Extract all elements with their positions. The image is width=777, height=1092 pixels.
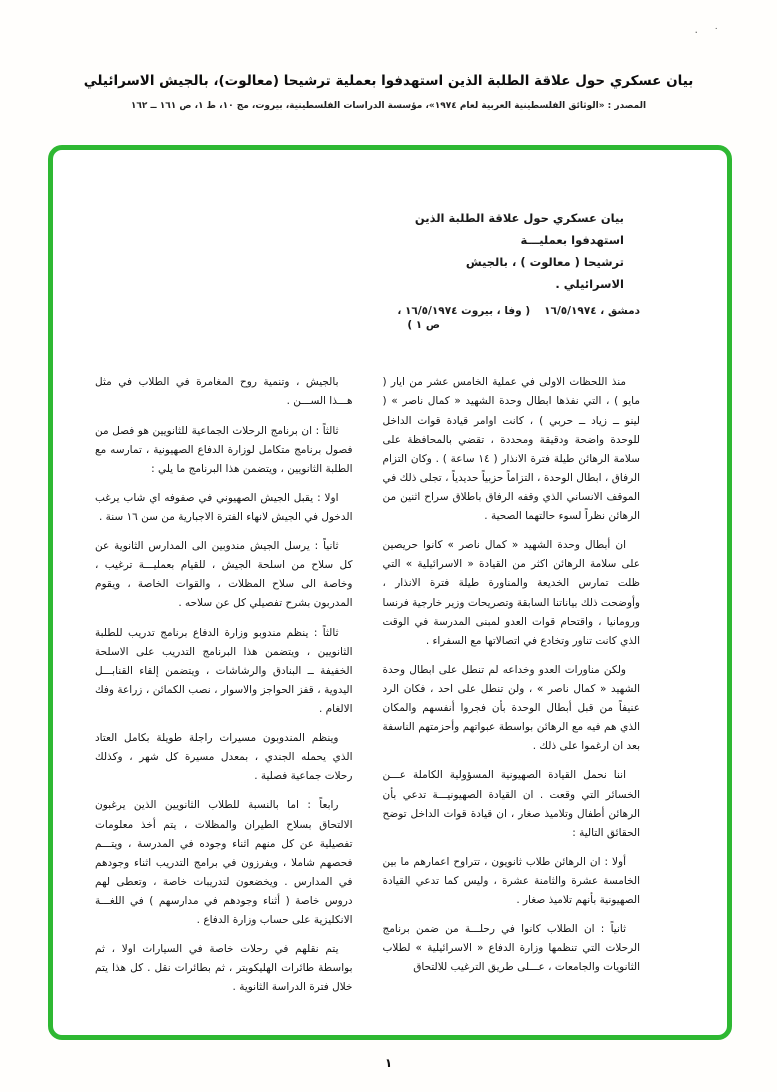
dateline-place: دمشق ، ١٦/٥/١٩٧٤	[544, 305, 640, 318]
document-title-line-2: ترشيحا ( معالوت ) ، بالجيش الاسرائيلي .	[465, 254, 624, 291]
source-citation: المصدر : «الوثائق الفلسطينية العربية لعام ١٩٧٤»، مؤسسة الدراسات الفلسطينية، بيروت، مج ١٠، ط ١، ص ١٦١ ــ ١٦٢	[130, 100, 647, 111]
paragraph: وينظم المندوبون مسيرات راجلة طويلة بكامل العتاد الذي يحمله الجندي ، بمعدل مسيرة كل شهر ، وكذلك رحلات جماعية فصلية .	[95, 732, 353, 783]
document-frame	[48, 145, 732, 1040]
page-number: ١	[384, 1056, 393, 1070]
page-header	[50, 72, 727, 113]
page-title: بيان عسكري حول علاقة الطلبة الذين استهدفوا بعملية ترشيحا (معالوت)، بالجيش الاسرائيلي	[83, 73, 694, 89]
column-right	[383, 373, 641, 1007]
column-left	[95, 373, 353, 1007]
paragraph: ثانياً : ان الطلاب كانوا في رحلـــة من ضمن برنامج الرحلات التي تنظمها وزارة الدفاع « الاسرائيلية » لطلاب الثانويات والجامعات ، عـــلى طريق الترغيب للالتحاق	[382, 923, 640, 974]
paragraph: ثالثاً : ان برنامج الرحلات الجماعية للثانويين هو فصل من فصول برنامج متكامل لوزارة الدفاع الصهيونية ، تمارسه مع الطلبة الثانويين ، ويتضمن هذا البرنامج ما يلي :	[95, 424, 353, 475]
document-title-line-1: بيان عسكري حول علاقة الطلبة الذين استهدفوا بعمليـــة	[414, 211, 624, 247]
paragraph: ثانياً : يرسل الجيش مندوبين الى المدارس الثانوية عن كل سلاح من اسلحة الجيش ، للقيام بعمليـــة ترغيب ، وخاصة الى سلاح المظلات ، والقوات الخاصة ، ويقوم المدربون بشرح تفصيلي كل عن سلاحه .	[95, 540, 353, 610]
paragraph: أولا : ان الرهائن طلاب ثانويون ، تتراوح اعمارهم ما بين الخامسة عشرة والثامنة عشرة ، وليس كما تدعي القيادة الصهيونية بأنهم تلاميذ صغار .	[382, 855, 640, 907]
corner-mark: · ˙	[694, 26, 725, 39]
paragraph: اننا نحمل القيادة الصهيونية المسؤولية الكاملة عـــن الخسائر التي وقعت . ان القيادة الصهيونيـــة تدعي بأن الرهائن أطفال وتلاميذ صغار ، ان قيادة قوات الداخل توضح الحقائق التالية :	[382, 769, 640, 839]
paragraph: رابعاً : اما بالنسبة للطلاب الثانويين الذين يرغبون الالتحاق بسلاح الطيران والمظلات ، يتم أخذ معلومات تفصيلية عن كل منهم اثناء وجوده في المدرسة ، ويتـــم فحصهم شاملا ، ويفرزون في برامج التدريب اثناء وجودهم في المدارس . ويخضعون لتدريبات خاصة ، وتعطى لهم دروس خاصة ( أثناء وجودهم في مدارسهم ) في اللغـــة الانكليزية على حساب وزارة الدفاع .	[95, 799, 353, 927]
paragraph: بالجيش ، وتنمية روح المغامرة في الطلاب في مثل هـــذا الســـن .	[95, 376, 353, 408]
paragraph: يتم نقلهم في رحلات خاصة في السيارات اولا ، ثم بواسطة طائرات الهليكوبتر ، ثم بطائرات نقل . كل هذا يتم خلال فترة الدراسة الثانوية .	[95, 943, 353, 994]
document-body	[95, 150, 640, 1008]
dateline-agency: ( وفا ، بيروت ١٦/٥/١٩٧٤ ،	[397, 305, 531, 318]
dateline	[95, 305, 640, 317]
document-title	[410, 208, 624, 295]
paragraph: ولكن مناورات العدو وخداعه لم تنطل على ابطال وحدة الشهيد « كمال ناصر » ، ولن تنطل على احد ، فكان الرد عنيفاً من قبل أبطال الوحدة بأن فجروا أنفسهم والمكان الذي هم فيه مع الرهائن بواسطة عبواتهم وأحزمتهم الناسفة بعد ان ارغموا على ذلك .	[382, 663, 640, 753]
text-columns	[95, 373, 640, 1007]
paragraph: منذ اللحظات الاولى في عملية الخامس عشر من ايار ( مايو ) ، التي نفذها ابطال وحدة الشهيد « كمال ناصر » ( لينو ــ زياد ــ حربي ) ، كانت اوامر قيادة قوات الداخل للوحدة واضحة ودقيقة ومحددة ، تقضي بالمحافظة على سلامة الرهائن طيلة فترة الانذار ( ١٤ ساعة ) . وكان التزام الرفاق ، ابطال الوحدة ، التزاماً حزبياً حديدياً ، تجلى ذلك في الموقف الانساني الذي وقفه الرفاق باطلاق سراح اثنين من الرهائن نظراً لسوء حالتهما الصحية .	[382, 376, 640, 523]
paragraph: اولا : يقبل الجيش الصهيوني في صفوفه اي شاب يرغب الدخول في الجيش لانهاء الفترة الاجبارية من سن ١٦ سنة .	[95, 491, 353, 524]
paragraph: ان أبطال وحدة الشهيد « كمال ناصر » كانوا حريصين على سلامة الرهائن اكثر من القيادة « الاسرائيلية » التي ظلت تمارس الخديعة والمناورة طيلة فترة الانذار ، وأوضحت ذلك بياناتنا السابقة وتصريحات وزير خارجية فرنسا ورومانيا ، واقتحام قوات العدو لمبنى المدرسة في الوقت الذي كانت تناور وتخادع في اتصالاتها مع السفراء .	[382, 539, 640, 647]
dateline-page-ref: ص ١ )	[407, 319, 440, 332]
paragraph: ثالثاً : ينظم مندوبو وزارة الدفاع برنامج تدريب للطلبة الثانويين ، ويتضمن هذا البرنامج التدريب على الاسلحة الخفيفة ــ البنادق والرشاشات ، ويتضمن إلقاء القنابـــل اليدوية ، قفز الحواجز والاسوار ، نصب الكمائن ، زراعة وفك الالغام .	[95, 626, 353, 716]
